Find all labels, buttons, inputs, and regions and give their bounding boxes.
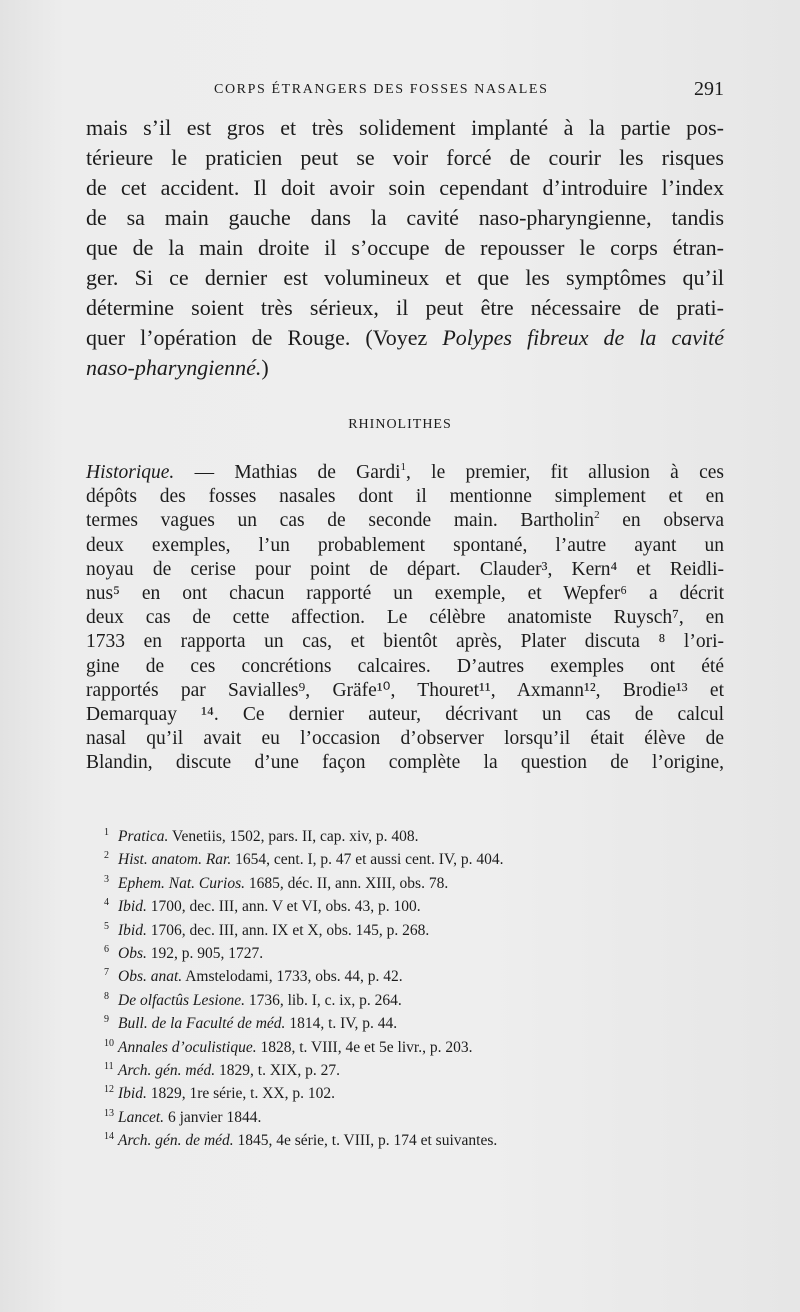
footnote-number: 2 [104, 850, 109, 862]
footnote-text: Amstelodami, 1733, obs. 44, p. 42. [182, 968, 403, 986]
footnote-text: 1700, dec. III, ann. V et VI, obs. 43, p. 100. [146, 898, 421, 916]
footnote-text: 1706, dec. III, ann. IX et X, obs. 145, p. 268. [146, 921, 430, 939]
text-line: mais s’il est gros et très solidement implanté à la partie pos- [86, 115, 724, 140]
footnote-number: 7 [104, 967, 109, 979]
footnote-text: 1829, 1re série, t. XX, p. 102. [146, 1085, 335, 1103]
cross-reference-title: Polypes fibreux de la cavité [442, 325, 724, 350]
footnote-number: 5 [104, 920, 109, 932]
text-line [86, 353, 724, 383]
running-title: CORPS ÉTRANGERS DES FOSSES NASALES [214, 82, 549, 97]
footnote-ref: 2 [594, 509, 600, 522]
running-head [86, 80, 724, 104]
footnote-title: Annales d’oculistique. [118, 1038, 257, 1056]
text-line: de cet accident. Il doit avoir soin cependant d’introduire l’index [86, 175, 724, 200]
text-segment: termes vagues un cas de seconde main. Bartholin [86, 510, 595, 532]
footnote-text: 1654, cent. I, p. 47 et aussi cent. IV, p. 404. [231, 851, 504, 869]
footnote-text: 6 janvier 1844. [164, 1108, 262, 1126]
footnote-title: Ibid. [118, 898, 147, 916]
footnote-title: Ephem. Nat. Curios. [118, 874, 246, 892]
footnote-number: 10 [104, 1037, 114, 1049]
text-segment: en observa [599, 510, 724, 532]
footnote-title: Ibid. [118, 921, 147, 939]
footnote-number: 12 [104, 1084, 114, 1096]
text-line: rapportés par Savialles⁹, Gräfe¹⁰, Thouret¹¹, Axmann¹², Brodie¹³ et [86, 679, 724, 701]
footnote-text: Venetiis, 1502, pars. II, cap. xiv, p. 408. [168, 828, 419, 845]
footnote [104, 1102, 724, 1125]
footnote-title: Pratica. [118, 828, 169, 845]
footnote [104, 985, 724, 1008]
text-line: Demarquay ¹⁴. Ce dernier auteur, décrivant un cas de calcul [86, 703, 724, 725]
footnote [104, 915, 724, 938]
footnote-number: 11 [104, 1060, 114, 1072]
footnote [104, 1125, 724, 1148]
footnote-number: 3 [104, 873, 109, 885]
footnote [104, 891, 724, 914]
footnote-title: Bull. de la Faculté de méd. [118, 1015, 286, 1033]
footnote-text: 1814, t. IV, p. 44. [285, 1015, 398, 1033]
footnotes [104, 821, 724, 1148]
footnote [104, 961, 724, 984]
footnote [104, 1055, 724, 1078]
footnote-title: Hist. anatom. Rar. [118, 851, 232, 869]
footnote [104, 844, 724, 867]
footnote-text: 192, p. 905, 1727. [146, 944, 264, 962]
footnote [104, 1008, 724, 1031]
footnote-title: Arch. gén. de méd. [118, 1132, 234, 1150]
footnote-text: 1829, t. XIX, p. 27. [215, 1061, 340, 1079]
footnote-text: 1828, t. VIII, 4e et 5e livr., p. 203. [256, 1038, 473, 1056]
paragraph-historique [86, 461, 724, 775]
text-line: gine de ces concrétions calcaires. D’autres exemples ont été [86, 655, 724, 677]
footnote [104, 868, 724, 891]
footnote-number: 13 [104, 1107, 114, 1119]
page-number: 291 [694, 78, 724, 100]
text-segment: quer l’opération de Rouge. (Voyez [86, 325, 443, 350]
text-line: deux exemples, l’un probablement spontané, l’autre ayant un [86, 534, 724, 556]
footnote-number: 4 [104, 897, 109, 909]
footnote-text: 1685, déc. II, ann. XIII, obs. 78. [245, 874, 449, 892]
text-segment: ) [261, 355, 269, 380]
run-in-heading: Historique. [86, 462, 175, 483]
footnote-title: Arch. gén. méd. [118, 1061, 216, 1079]
text-line: 1733 en rapporta un cas, et bientôt après, Plater discuta ⁸ l’ori- [86, 631, 724, 653]
footnote-title: Lancet. [118, 1108, 165, 1126]
cross-reference-title: naso-pharyngienné. [86, 355, 262, 380]
text-line [86, 461, 724, 485]
text-line: deux cas de cette affection. Le célèbre anatomiste Ruysch⁷, en [86, 607, 724, 629]
footnote-ref: 1 [400, 461, 407, 473]
text-line: noyau de cerise pour point de départ. Clauder³, Kern⁴ et Reidli- [86, 558, 724, 580]
footnote [104, 821, 724, 844]
footnote-title: De olfactûs Lesione. [118, 991, 245, 1009]
footnote [104, 1032, 724, 1055]
footnote-number: 14 [104, 1131, 114, 1143]
text-line: détermine soient très sérieux, il peut être nécessaire de prati- [86, 295, 724, 320]
text-line: Blandin, discute d’une façon complète la question de l’origine, [86, 752, 724, 774]
footnote-number: 8 [104, 990, 109, 1002]
text-line [86, 509, 724, 533]
footnote-text: 1736, lib. I, c. ix, p. 264. [245, 991, 402, 1009]
text-line [86, 323, 724, 353]
footnote-title: Obs. [118, 944, 147, 962]
text-line: térieure le praticien peut se voir forcé de courir les risques [86, 145, 724, 170]
footnote [104, 1078, 724, 1101]
footnote-title: Obs. anat. [118, 968, 183, 986]
text-line: que de la main droite il s’occupe de repousser le corps étran- [86, 235, 724, 260]
text-line: dépôts des fosses nasales dont il mentionne simplement et en [86, 486, 724, 508]
section-heading: RHINOLITHES [348, 417, 452, 432]
footnote-number: 9 [104, 1014, 109, 1026]
text-segment: — Mathias de Gardi [174, 462, 401, 483]
text-line: de sa main gauche dans la cavité naso-pharyngienne, tandis [86, 205, 724, 230]
footnote-number: 1 [104, 827, 109, 838]
text-line: ger. Si ce dernier est volumineux et que les symptômes qu’il [86, 265, 724, 290]
paragraph-continuation [86, 113, 724, 383]
text-line: nus⁵ en ont chacun rapporté un exemple, et Wepfer⁶ a décrit [86, 582, 724, 604]
footnote-title: Ibid. [118, 1085, 147, 1103]
footnote [104, 938, 724, 961]
text-line: nasal qu’il avait eu l’occasion d’observer lorsqu’il était élève de [86, 728, 724, 750]
footnote-number: 6 [104, 943, 109, 955]
text-segment: , le premier, fit allusion à ces [406, 462, 724, 483]
footnote-text: 1845, 4e série, t. VIII, p. 174 et suivantes. [233, 1132, 498, 1150]
